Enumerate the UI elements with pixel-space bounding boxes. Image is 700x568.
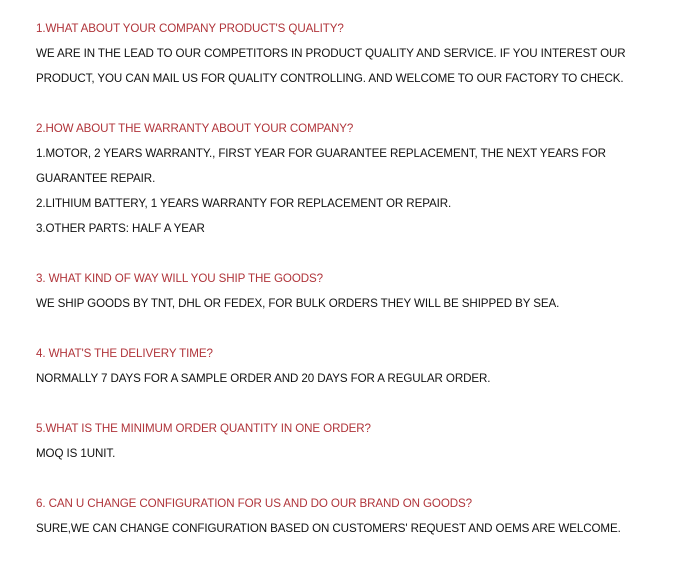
faq-answer: 2.LITHIUM BATTERY, 1 YEARS WARRANTY FOR REPLACEMENT OR REPAIR. (36, 197, 452, 210)
faq-item (36, 491, 676, 541)
faq-item (36, 341, 676, 391)
faq-answer: WE ARE IN THE LEAD TO OUR COMPETITORS IN PRODUCT QUALITY AND SERVICE. IF YOU INTEREST OUR PRODUCT, YOU CAN MAIL US FOR QUALITY CONTROLLING. AND WELCOME TO OUR FACTORY TO CHECK. (36, 47, 626, 85)
faq-answer: 1.MOTOR, 2 YEARS WARRANTY., FIRST YEAR FOR GUARANTEE REPLACEMENT, THE NEXT YEARS FOR GUARANTEE REPAIR. (36, 147, 606, 185)
faq-item (36, 16, 676, 91)
faq-answer: MOQ IS 1UNIT. (36, 447, 116, 460)
faq-question: 5.WHAT IS THE MINIMUM ORDER QUANTITY IN ONE ORDER? (36, 422, 371, 435)
faq-answer: 3.OTHER PARTS: HALF A YEAR (36, 222, 205, 235)
faq-question: 1.WHAT ABOUT YOUR COMPANY PRODUCT'S QUALITY? (36, 22, 344, 35)
faq-item (36, 416, 676, 466)
faq-answer: SURE,WE CAN CHANGE CONFIGURATION BASED ON CUSTOMERS' REQUEST AND OEMS ARE WELCOME. (36, 522, 621, 535)
faq-list (36, 16, 676, 566)
faq-question: 4. WHAT'S THE DELIVERY TIME? (36, 347, 213, 360)
faq-item (36, 116, 676, 241)
faq-question: 2.HOW ABOUT THE WARRANTY ABOUT YOUR COMPANY? (36, 122, 354, 135)
faq-item (36, 266, 676, 316)
faq-answer: NORMALLY 7 DAYS FOR A SAMPLE ORDER AND 20 DAYS FOR A REGULAR ORDER. (36, 372, 491, 385)
faq-answer: WE SHIP GOODS BY TNT, DHL OR FEDEX, FOR BULK ORDERS THEY WILL BE SHIPPED BY SEA. (36, 297, 560, 310)
faq-question: 3. WHAT KIND OF WAY WILL YOU SHIP THE GOODS? (36, 272, 324, 285)
faq-question: 6. CAN U CHANGE CONFIGURATION FOR US AND DO OUR BRAND ON GOODS? (36, 497, 473, 510)
